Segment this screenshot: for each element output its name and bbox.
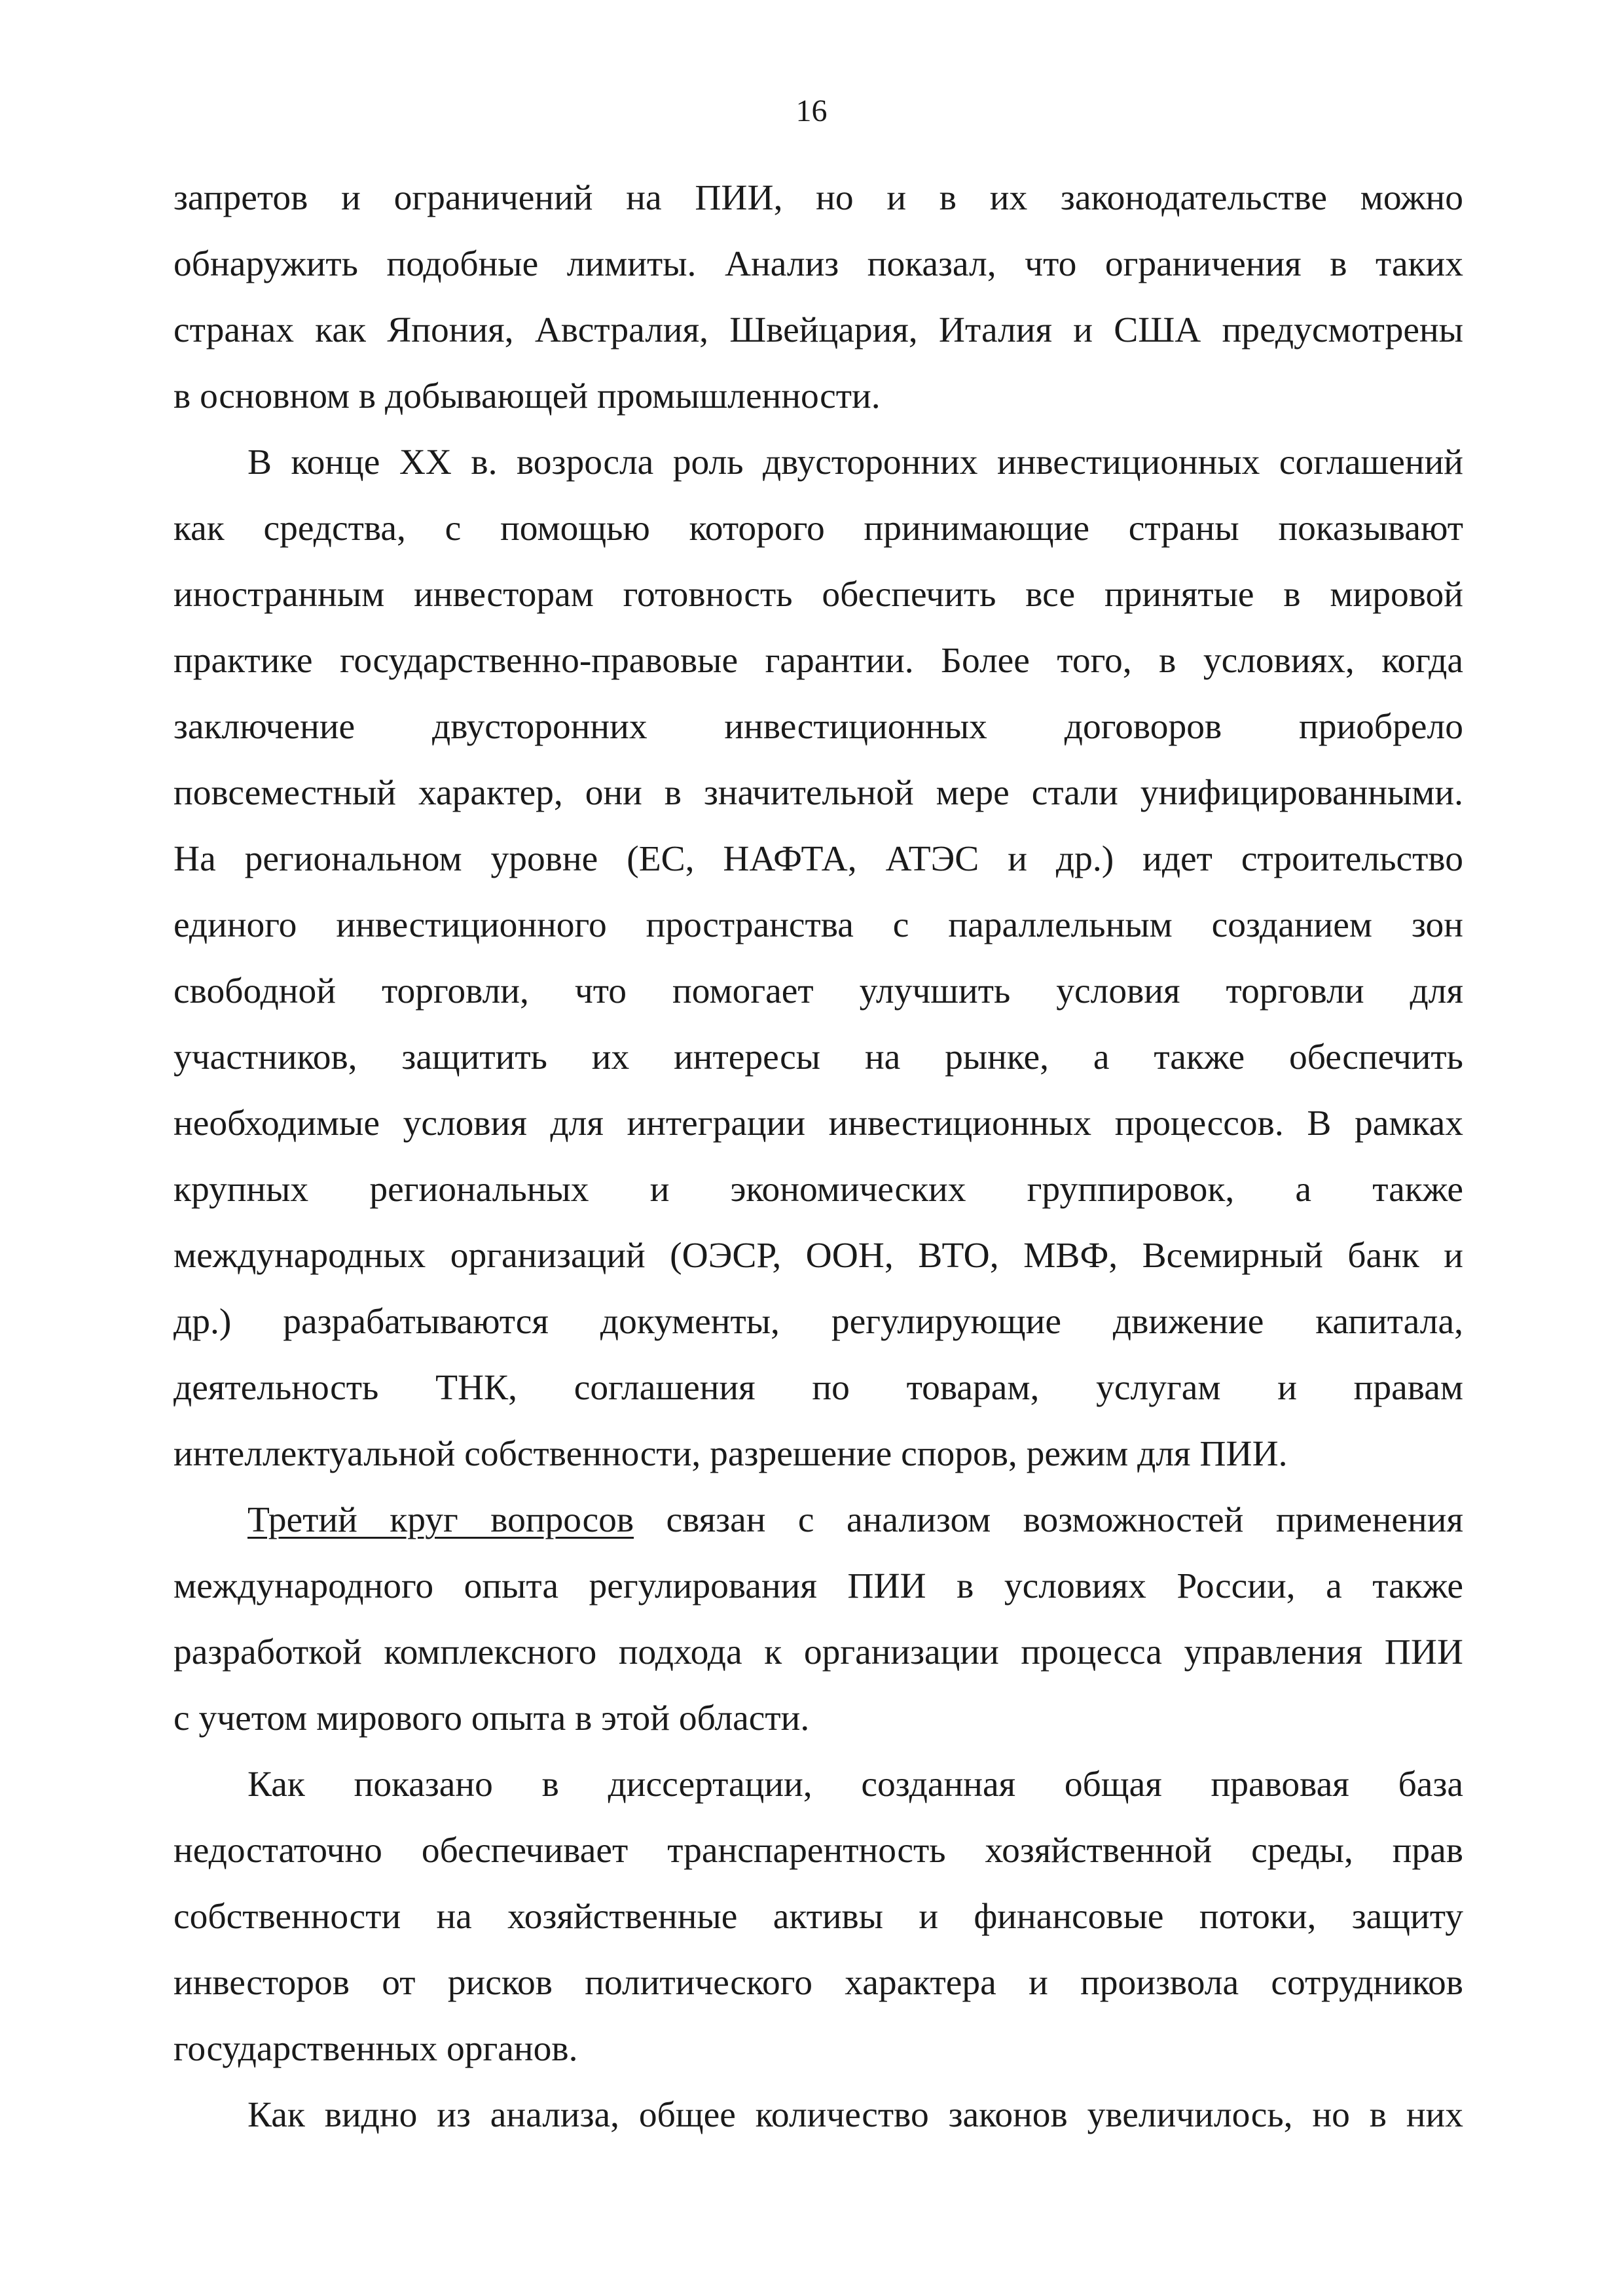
text-line: интеллектуальной собственности, разрешение споров, режим для ПИИ. <box>173 1434 1288 1474</box>
text-line: свободной торговли, что помогает улучшить условия торговли для <box>173 971 1463 1011</box>
text-line: собственности на хозяйственные активы и финансовые потоки, защиту <box>173 1897 1463 1937</box>
text-line: запретов и ограничений на ПИИ, но и в их законодательстве можно <box>173 178 1463 218</box>
text-line: разработкой комплексного подхода к организации процесса управления ПИИ <box>173 1632 1463 1672</box>
text-line: в основном в добывающей промышленности. <box>173 376 881 416</box>
text-line <box>173 1487 1463 1553</box>
text-line: единого инвестиционного пространства с параллельным созданием зон <box>173 905 1463 945</box>
text-line: Как видно из анализа, общее количество законов увеличилось, но в них <box>247 2095 1463 2135</box>
text-line: крупных региональных и экономических группировок, а также <box>173 1170 1463 1210</box>
text-line: На региональном уровне (ЕС, НАФТА, АТЭС и др.) идет строительство <box>173 839 1463 879</box>
paragraph-2 <box>173 429 1463 1487</box>
first-line-rest: связан с анализом возможностей применения <box>634 1500 1463 1540</box>
text-line: странах как Япония, Австралия, Швейцария, Италия и США предусмотрены <box>173 310 1463 350</box>
text-line: международных организаций (ОЭСР, ООН, ВТО, МВФ, Всемирный банк и <box>173 1236 1463 1276</box>
text-line: необходимые условия для интеграции инвестиционных процессов. В рамках <box>173 1103 1463 1143</box>
text-line: практике государственно-правовые гарантии. Более того, в условиях, когда <box>173 641 1463 681</box>
paragraph-4 <box>173 1751 1463 2082</box>
text-line: государственных органов. <box>173 2029 578 2069</box>
text-line: повсеместный характер, они в значительной мере стали унифицированными. <box>173 773 1463 813</box>
underlined-lead: Третий круг вопросов <box>247 1500 634 1540</box>
text-line: В конце XX в. возросла роль двусторонних инвестиционных соглашений <box>247 442 1463 482</box>
text-line: недостаточно обеспечивает транспарентность хозяйственной среды, прав <box>173 1831 1463 1871</box>
text-line: международного опыта регулирования ПИИ в условиях России, а также <box>173 1566 1463 1606</box>
paragraph-5 <box>173 2082 1463 2148</box>
text-line: деятельность ТНК, соглашения по товарам, услугам и правам <box>173 1368 1463 1408</box>
text-line: как средства, с помощью которого принимающие страны показывают <box>173 509 1463 548</box>
page-number: 16 <box>795 94 828 128</box>
text-line: инвесторов от рисков политического характера и произвола сотрудников <box>173 1963 1463 2003</box>
text-line: с учетом мирового опыта в этой области. <box>173 1698 810 1738</box>
text-line: др.) разрабатываются документы, регулирующие движение капитала, <box>173 1302 1463 1342</box>
text-line: заключение двусторонних инвестиционных договоров приобрело <box>173 707 1463 747</box>
body-text <box>173 165 1463 2148</box>
text-line: Как показано в диссертации, созданная общая правовая база <box>247 1765 1463 1804</box>
text-line: участников, защитить их интересы на рынке, а также обеспечить <box>173 1037 1463 1077</box>
paragraph-3 <box>173 1487 1463 1751</box>
text-line: обнаружить подобные лимиты. Анализ показал, что ограничения в таких <box>173 244 1463 284</box>
paragraph-1 <box>173 165 1463 429</box>
text-line: иностранным инвесторам готовность обеспечить все принятые в мировой <box>173 575 1463 615</box>
